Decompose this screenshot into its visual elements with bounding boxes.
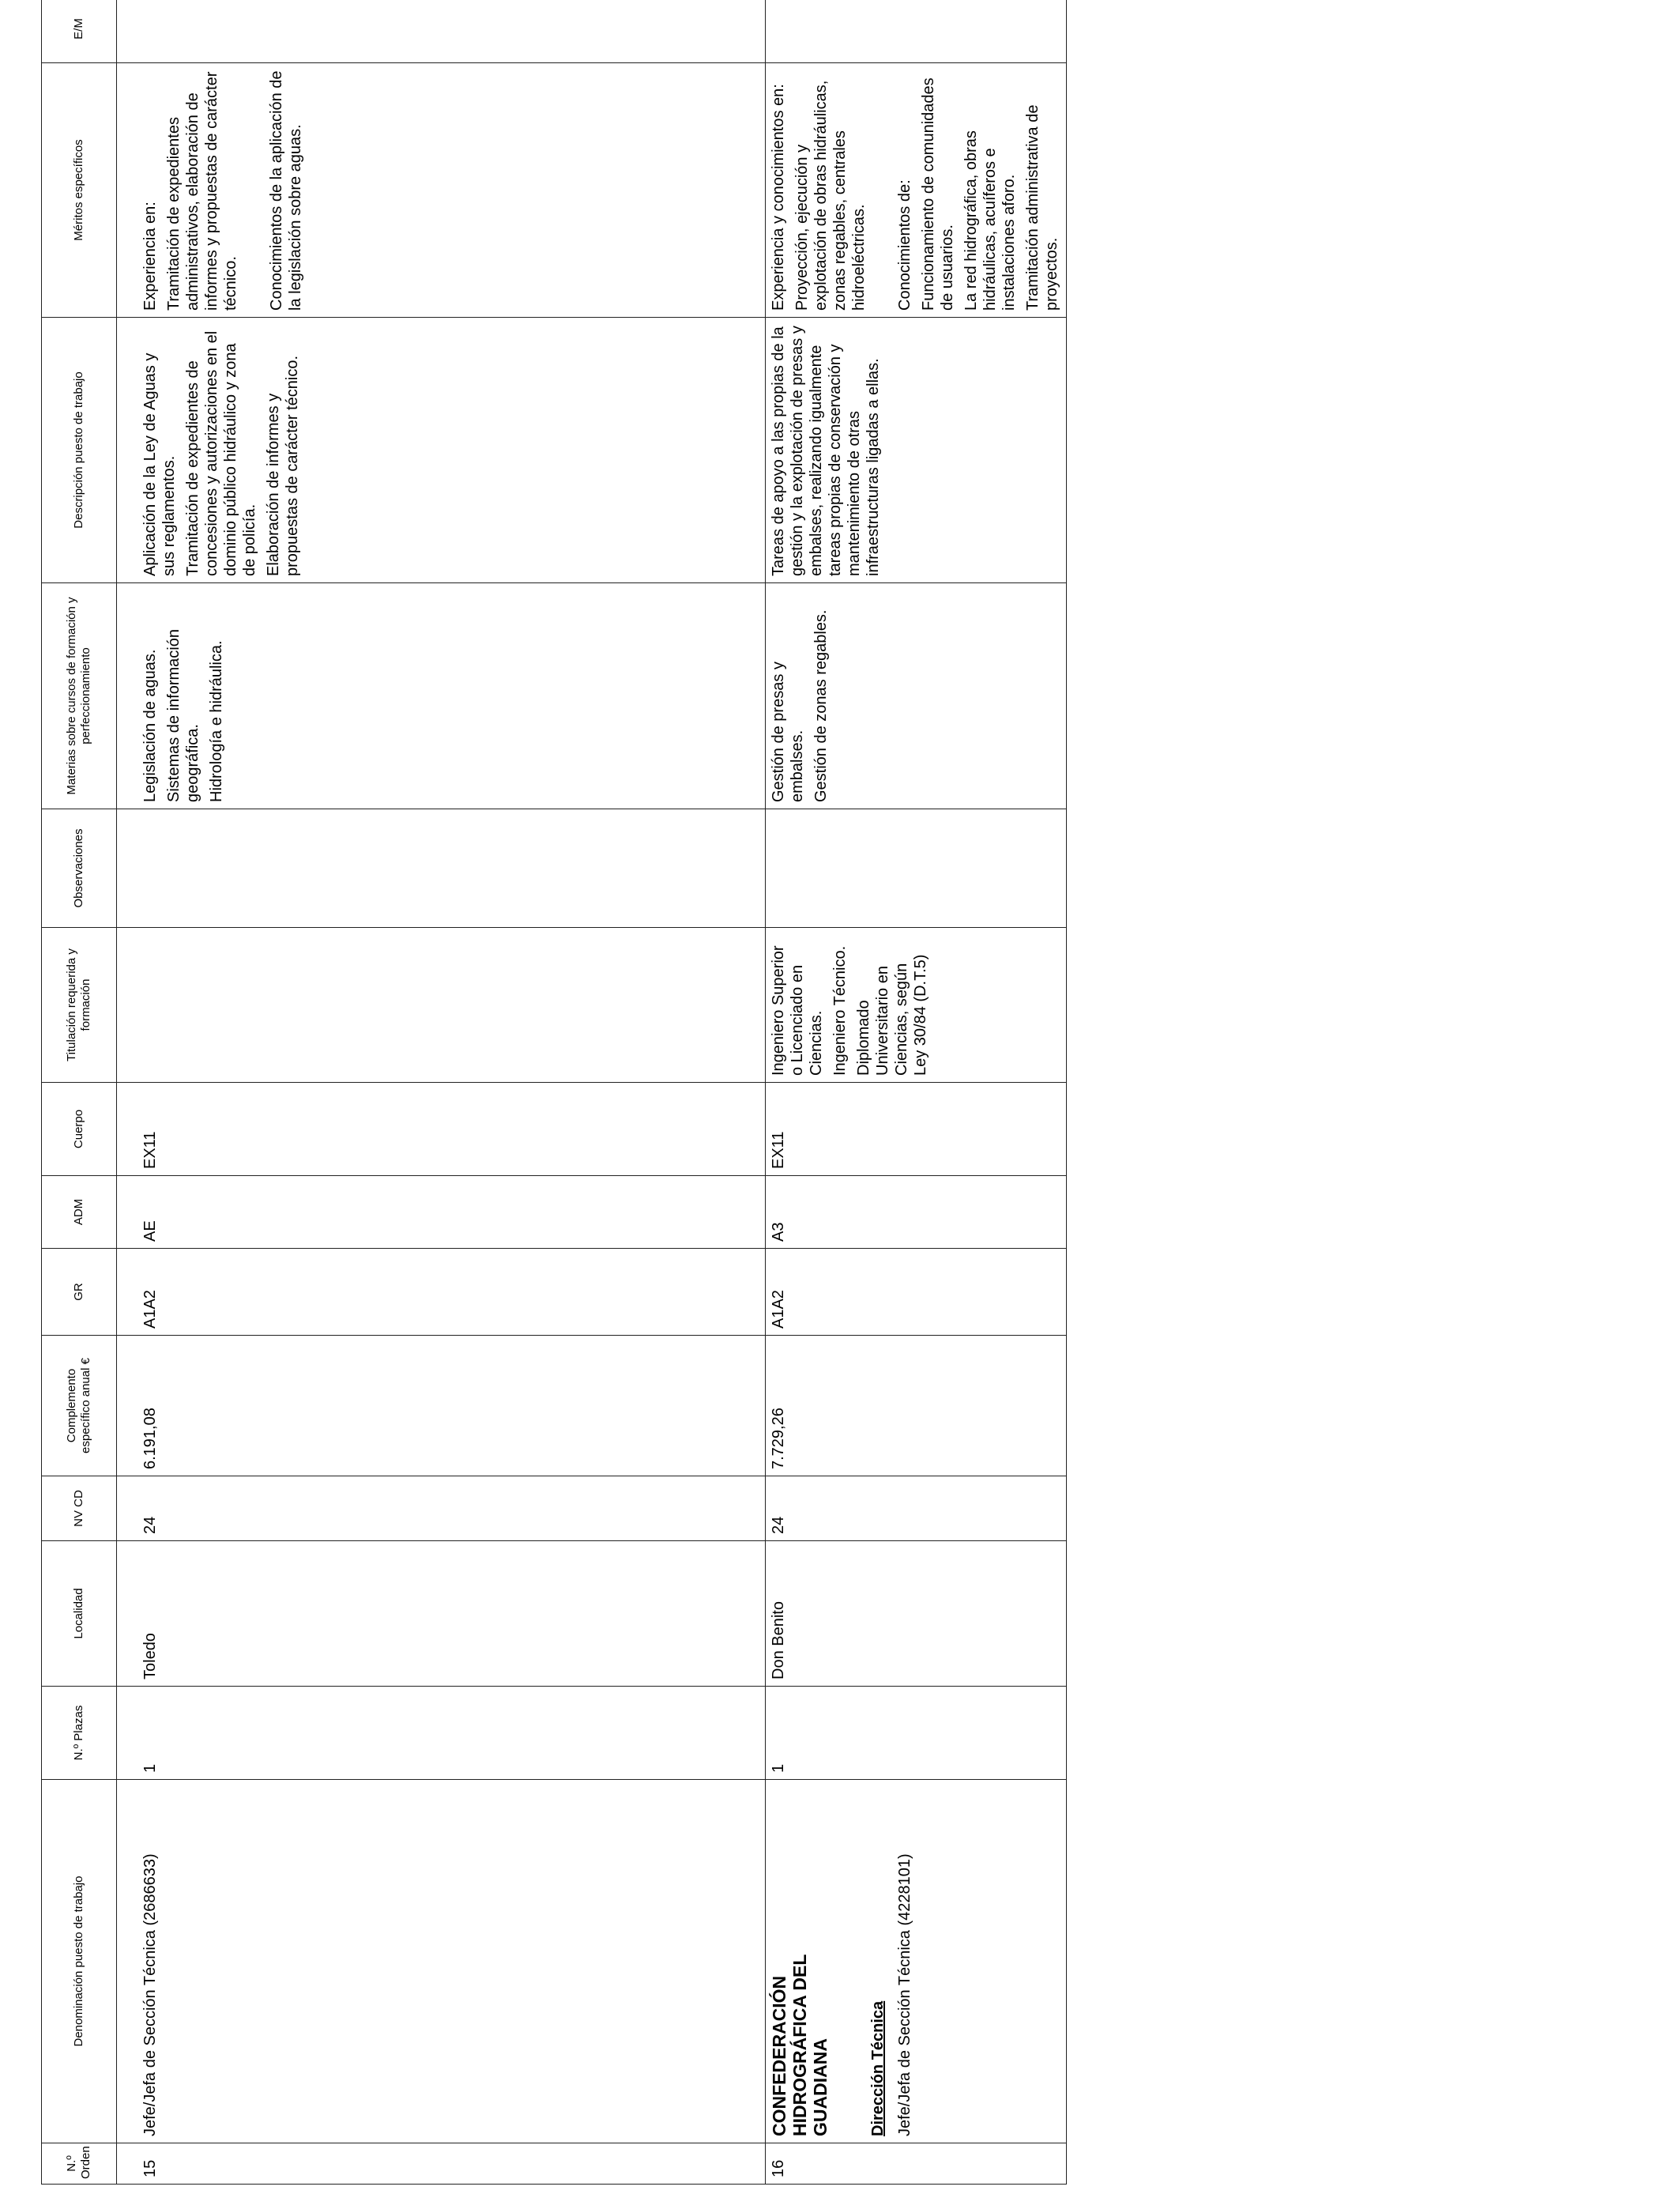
header-materias: Materias sobre cursos de formación y perfeccionamiento (42, 583, 117, 809)
cell-orden: 15 (117, 2143, 766, 2185)
cell-adm: AE (117, 1176, 766, 1249)
cell-denominacion: Jefe/Jefa de Sección Técnica (2686633) (117, 1780, 766, 2143)
cell-complemento: 6.191,08 (117, 1336, 766, 1476)
denominacion-text: Jefe/Jefa de Sección Técnica (4228101) (896, 1853, 913, 2136)
header-observaciones: Observaciones (42, 809, 117, 928)
merito-item: Experiencia y conocimientos en: (770, 84, 787, 311)
section-subtitle: Dirección Técnica (869, 2000, 887, 2136)
header-titulacion: Titulación requerida y formación (42, 928, 117, 1083)
cell-localidad: Don Benito (766, 1541, 1067, 1687)
job-positions-table (41, 0, 1067, 2185)
merito-item: Tramitación de expedientes administrativos, elaboración de informes y propuestas de carácter técnico. (165, 71, 239, 311)
descripcion-item: Elaboración de informes y propuestas de carácter técnico. (265, 355, 301, 576)
cell-nvcd: 24 (766, 1476, 1067, 1541)
cell-meritos (117, 63, 766, 318)
rotated-table-page (41, 18, 1598, 2185)
cell-descripcion (766, 318, 1067, 583)
cell-plazas: 1 (766, 1687, 1067, 1780)
cell-orden: 16 (766, 2143, 1067, 2185)
table-row (117, 0, 766, 2185)
materia-item: Sistemas de información geográfica. (165, 629, 202, 802)
merito-item: Conocimientos de la aplicación de la legislación sobre aguas. (268, 70, 304, 311)
materia-item: Hidrología e hidráulica. (208, 640, 225, 802)
cell-gr: A1A2 (766, 1249, 1067, 1336)
header-em: E/M (42, 0, 117, 63)
merito-item: La red hidrográfica, obras hidráulicas, acuíferos e instalaciones aforo. (962, 130, 1018, 311)
header-denominacion: Denominación puesto de trabajo (42, 1780, 117, 2143)
cell-titulacion (117, 928, 766, 1083)
table-row (766, 0, 1067, 2185)
cell-gr: A1A2 (117, 1249, 766, 1336)
cell-nvcd: 24 (117, 1476, 766, 1541)
cell-em (117, 0, 766, 63)
descripcion-item: Tareas de apoyo a las propias de la gestión y la explotación de presas y embalses, realizando igualmente tareas propias de conservación y mantenimiento de otras infraestructuras ligadas a ellas. (770, 326, 882, 576)
merito-item: Experiencia en: (141, 202, 159, 311)
header-meritos: Méritos específicos (42, 63, 117, 318)
cell-adm: A3 (766, 1176, 1067, 1249)
header-row (42, 0, 117, 2185)
cell-materias (117, 583, 766, 809)
cell-em (766, 0, 1067, 63)
descripcion-item: Tramitación de expedientes de concesiones y autorizaciones en el dominio público hidráulico y zona de policía. (184, 330, 258, 576)
cell-materias (766, 583, 1067, 809)
cell-observaciones (117, 809, 766, 928)
cell-complemento: 7.729,26 (766, 1336, 1067, 1476)
header-localidad: Localidad (42, 1541, 117, 1687)
header-cuerpo: Cuerpo (42, 1083, 117, 1176)
header-descripcion: Descripción puesto de trabajo (42, 318, 117, 583)
titulacion-item: Ingeniero Superior o Licenciado en Ciencias. (770, 945, 825, 1076)
materia-item: Gestión de presas y embalses. (770, 662, 806, 802)
cell-cuerpo: EX11 (117, 1083, 766, 1176)
cell-denominacion (766, 1780, 1067, 2143)
header-complemento: Complemento específico anual € (42, 1336, 117, 1476)
cell-observaciones (766, 809, 1067, 928)
materia-item: Legislación de aguas. (141, 649, 159, 802)
titulacion-item: Ingeniero Técnico. (831, 945, 849, 1076)
cell-plazas: 1 (117, 1687, 766, 1780)
cell-titulacion (766, 928, 1067, 1083)
merito-item: Funcionamiento de comunidades de usuarios. (920, 77, 956, 311)
cell-cuerpo: EX11 (766, 1083, 1067, 1176)
merito-item: Proyección, ejecución y explotación de obras hidráulicas, zonas regables, centrales hidroeléctricas. (793, 80, 868, 311)
descripcion-item: Aplicación de la Ley de Aguas y sus reglamentos. (141, 352, 178, 576)
header-nvcd: NV CD (42, 1476, 117, 1541)
cell-meritos (766, 63, 1067, 318)
header-gr: GR (42, 1249, 117, 1336)
titulacion-item: Diplomado Universitario en Ciencias, según Ley 30/84 (D.T.5) (855, 954, 929, 1076)
merito-item: Tramitación administrativa de proyectos. (1024, 104, 1060, 311)
header-plazas: N.º Plazas (42, 1687, 117, 1780)
cell-descripcion (117, 318, 766, 583)
cell-localidad: Toledo (117, 1541, 766, 1687)
header-adm: ADM (42, 1176, 117, 1249)
header-orden: N.º Orden (42, 2143, 117, 2185)
merito-item: Conocimientos de: (896, 179, 913, 311)
section-title: CONFEDERACIÓN HIDROGRÁFICA DEL GUADIANA (769, 1955, 831, 2136)
materia-item: Gestión de zonas regables. (812, 609, 830, 802)
